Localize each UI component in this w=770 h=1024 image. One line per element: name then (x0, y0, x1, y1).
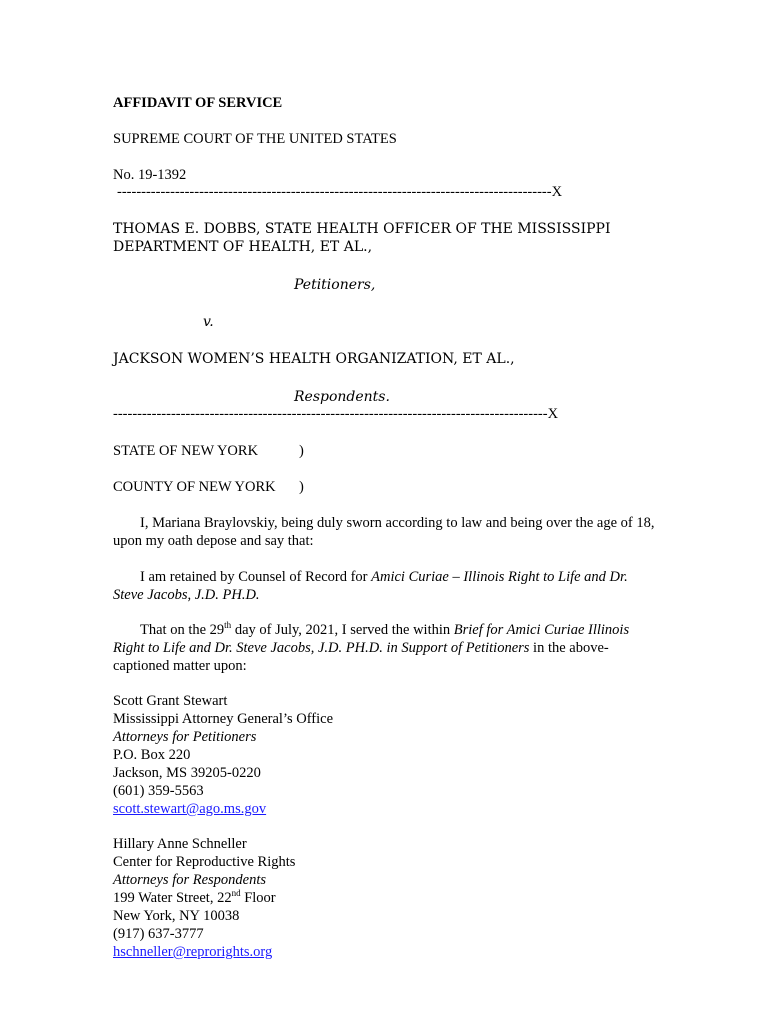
phone-number: (601) 359-5563 (113, 783, 204, 799)
amici-name: Amici Curiae – Illinois Right to Life and Dr. Steve Jacobs, J.D. PH.D. (113, 569, 628, 603)
service-date-c: in the above-captioned matter upon: (113, 640, 609, 674)
venue-county: COUNTY OF NEW YORK (113, 479, 276, 495)
petitioners-label: Petitioners, (294, 277, 376, 293)
attorney-office: Center for Reproductive Rights (113, 854, 296, 870)
venue-state-paren: ) (299, 443, 304, 459)
versus: v. (203, 314, 214, 330)
address-floor-sup: nd (231, 888, 241, 899)
service-date-sup: th (224, 620, 232, 631)
address-floor: Floor (240, 890, 276, 906)
venue-county-paren: ) (299, 479, 304, 495)
service-date-a: That on the 29 (140, 622, 225, 638)
attorney-name: Hillary Anne Schneller (113, 836, 247, 852)
brief-title: Brief for Amici Curiae Illinois Right to Life and Dr. Steve Jacobs, J.D. PH.D. in Support of Petitioners (113, 622, 630, 656)
service-date-b: day of July, 2021, I served the within (231, 622, 454, 638)
service-entry-respondents (113, 835, 295, 961)
court-name: SUPREME COURT OF THE UNITED STATES (113, 131, 397, 147)
address-line-2: New York, NY 10038 (113, 908, 240, 924)
case-number: No. 19-1392 (113, 167, 187, 183)
email-link[interactable]: hschneller@reprorights.org (113, 944, 273, 960)
paragraph-service (113, 621, 661, 675)
address-line-2: Jackson, MS 39205-0220 (113, 765, 261, 781)
respondents-label: Respondents. (294, 389, 390, 405)
attorney-office: Mississippi Attorney General’s Office (113, 711, 334, 727)
phone-number: (917) 637-3777 (113, 926, 204, 942)
attorney-name: Scott Grant Stewart (113, 693, 228, 709)
address-line-1 (113, 889, 295, 907)
attorney-role: Attorneys for Respondents (113, 872, 267, 888)
address-line-1: P.O. Box 220 (113, 747, 191, 763)
paragraph-retained (113, 568, 658, 604)
petitioner-line-1: THOMAS E. DOBBS, STATE HEALTH OFFICER OF THE MISSISSIPPI (113, 221, 611, 237)
email-link[interactable]: scott.stewart@ago.ms.gov (113, 801, 267, 817)
venue-state: STATE OF NEW YORK (113, 443, 259, 459)
attorney-role: Attorneys for Petitioners (113, 729, 257, 745)
service-entry-petitioners (113, 692, 333, 818)
paragraph-oath: I, Mariana Braylovskiy, being duly sworn according to law and being over the age of 18, upon my oath depose and say that: (113, 515, 655, 549)
document-title: AFFIDAVIT OF SERVICE (113, 95, 283, 111)
caption-divider-top: ------------------------------------------------------------------------------------------X (117, 184, 563, 200)
caption-divider-bottom: ------------------------------------------------------------------------------------------X (113, 406, 559, 422)
respondent-line: JACKSON WOMEN’S HEALTH ORGANIZATION, ET AL., (113, 351, 515, 367)
petitioner-line-2: DEPARTMENT OF HEALTH, ET AL., (113, 239, 373, 255)
retained-text: I am retained by Counsel of Record for (140, 569, 372, 585)
address-street: 199 Water Street, 22 (113, 890, 232, 906)
